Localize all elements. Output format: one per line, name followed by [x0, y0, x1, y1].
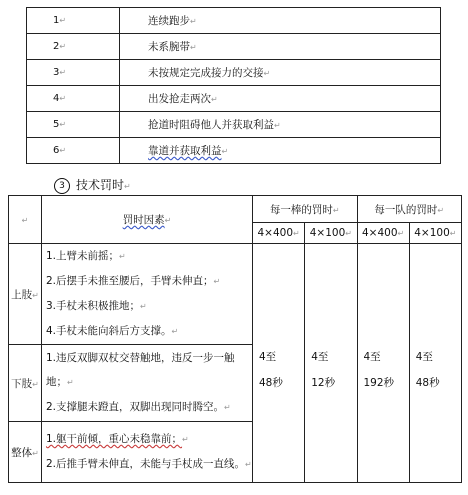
factor-description — [42, 345, 253, 422]
description-line: 1.违反双脚双杖交替触地，违反一步一触地；↵ — [46, 352, 235, 388]
header-each-leg: 每一棒的罚时↵ — [253, 196, 358, 223]
spellcheck-underline: 靠道并获取利益 — [148, 145, 222, 157]
table-row — [27, 86, 441, 112]
description-line: 2.后推手臂未伸直，未能与手杖成一直线。↵ — [46, 458, 252, 470]
section-heading: 3 技术罚时↵ — [54, 176, 131, 194]
row-number: 6↵ — [27, 138, 120, 164]
table-row — [27, 112, 441, 138]
section-title: 技术罚时 — [76, 178, 125, 192]
row-number: 3↵ — [27, 60, 120, 86]
row-number: 4↵ — [27, 86, 120, 112]
description-line: 1.躯干前倾，重心未稳靠前；↵ — [46, 433, 189, 445]
row-item: 连续跑步↵ — [120, 8, 441, 34]
penalty-value: 4至 192秒 — [357, 244, 409, 483]
time-penalty-table — [8, 195, 462, 483]
row-item: 靠道并获取利益↵ — [120, 138, 441, 164]
header-factor: 罚时因素↵ — [42, 196, 253, 244]
factor-label: 整体↵ — [9, 422, 42, 483]
circled-number: 3 — [54, 178, 70, 194]
description-line: 2.后摆手未推至腰后，手臂未伸直；↵ — [46, 275, 221, 287]
row-item: 未系腕带↵ — [120, 34, 441, 60]
description-line: 1.上臂未前摇；↵ — [46, 250, 126, 262]
table-row — [9, 244, 462, 345]
subheader-relay: 4×100↵ — [305, 223, 357, 244]
corner-cell: ↵ — [9, 196, 42, 244]
row-number: 5↵ — [27, 112, 120, 138]
penalty-value: 4至 48秒 — [253, 244, 305, 483]
subheader-relay: 4×400↵ — [357, 223, 409, 244]
factor-description — [42, 422, 253, 483]
factor-label: 上肢↵ — [9, 244, 42, 345]
factor-label: 下肢↵ — [9, 345, 42, 422]
factor-description — [42, 244, 253, 345]
row-item: 抢道时阻碍他人并获取利益↵ — [120, 112, 441, 138]
penalty-list-table — [26, 7, 441, 164]
table-row — [27, 138, 441, 164]
table-row — [27, 60, 441, 86]
table-row — [27, 8, 441, 34]
header-each-team: 每一队的罚时↵ — [357, 196, 462, 223]
row-number: 1↵ — [27, 8, 120, 34]
row-number: 2↵ — [27, 34, 120, 60]
description-line: 2.支撑腿未蹬直，双脚出现同时腾空。↵ — [46, 401, 231, 413]
description-line: 4.手杖未能向斜后方支撑。↵ — [46, 325, 179, 337]
row-item: 未按规定完成接力的交接↵ — [120, 60, 441, 86]
penalty-value: 4至 12秒 — [305, 244, 357, 483]
row-item: 出发抢走两次↵ — [120, 86, 441, 112]
table-row — [27, 34, 441, 60]
subheader-relay: 4×400↵ — [253, 223, 305, 244]
subheader-relay: 4×100↵ — [409, 223, 461, 244]
description-line: 3.手杖未积极推地；↵ — [46, 300, 147, 312]
table-header-row — [9, 196, 462, 223]
penalty-value: 4至 48秒 — [409, 244, 461, 483]
